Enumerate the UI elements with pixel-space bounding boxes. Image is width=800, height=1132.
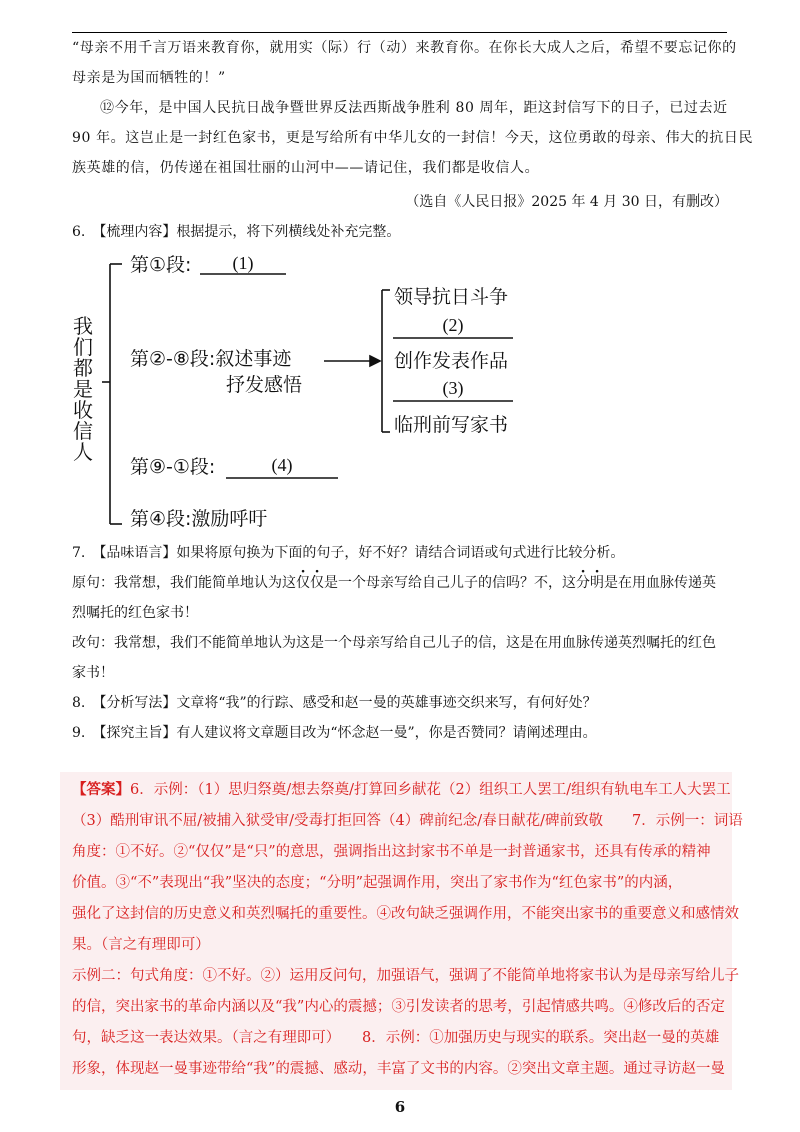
answer-line-9: 句，缺乏这一表达效果。（言之有理即可） 8．示例：①加强历史与现实的联系。突出赵一曼的英雄 [72, 1030, 720, 1046]
answer-line-5: 强化了这封信的历史意义和英烈嘱托的重要性。④改句缺乏强调作用，不能突出家书的重要意义和感情效 [72, 906, 739, 922]
passage-line-2: 母亲是为国而牺牲的！” [72, 70, 226, 86]
q7-modified-line-2: 家书！ [72, 665, 114, 681]
answer-line-3: 角度：①不好。②“仅仅”是“只”的意思，强调指出这封家书不单是一封普通家书，还具有传承的精神 [72, 844, 711, 860]
page-number: 6 [394, 1098, 406, 1116]
answer-line-7: 示例二：句式角度：①不好。②）运用反问句，加强语气，强调了不能简单地将家书认为是母亲写给儿子 [72, 968, 739, 984]
blank-2: (2) [442, 315, 464, 335]
diagram-root-label: 我们都是收信人 [73, 314, 93, 464]
q7-orig-part-b: 是一个母亲写给自己儿子的信吗？不，这 [324, 575, 576, 591]
q7-original-line-1 [72, 573, 732, 593]
top-rule [72, 32, 727, 33]
q7-orig-part-c: 是在用血脉传递英 [604, 575, 716, 591]
emphasis-char: 分 [576, 575, 590, 591]
answer-line-6: 果。（言之有理即可） [72, 937, 210, 953]
emphasis-char: 明 [590, 575, 604, 591]
answer-line-2: （3）酷刑审讯不屈/被捕入狱受审/受毒打拒回答（4）碑前纪念/春日献花/碑前致敬 7．示例一：词语 [72, 813, 743, 829]
seg4-label: 第④段:激励呼吁 [130, 508, 268, 530]
seg3-label: 第⑨-①段: [130, 456, 216, 478]
structure-diagram [60, 248, 580, 538]
q7-original-line-2: 烈嘱托的红色家书！ [72, 605, 198, 621]
answer-line-8: 的信，突出家书的革命内涵以及“我”内心的震撼；③引发读者的思考，引起情感共鸣。④修改后的否定 [72, 999, 725, 1015]
blank-4: (4) [271, 455, 293, 475]
sub-item-1: 领导抗日斗争 [394, 286, 509, 308]
answer-text: 6．示例：（1）思归祭奠/想去祭奠/打算回乡献花（2）组织工人罢工/组织有轨电车工人大罢工 [130, 782, 731, 798]
blank-3: (3) [442, 378, 464, 398]
question-6: 6. 【梳理内容】根据提示，将下列横线处补充完整。 [72, 224, 401, 240]
seg1-label: 第①段: [130, 254, 192, 276]
blank-1: (1) [232, 253, 254, 273]
question-9: 9. 【探究主旨】有人建议将文章题目改为“怀念赵一曼”，你是否赞同？请阐述理由。 [72, 725, 597, 741]
sub-item-2: 创作发表作品 [394, 350, 509, 372]
answer-line-10: 形象，体现赵一曼事迹带给“我”的震撼、感动，丰富了文书的内容。②突出文章主题。通过寻访赵一曼 [72, 1061, 725, 1077]
emphasis-char: 仅 [310, 575, 324, 591]
arrow-head [370, 356, 380, 366]
answer-tag: 【答案】 [72, 781, 130, 798]
q7-orig-part-a: 原句：我常想，我们能简单地认为这 [72, 575, 296, 591]
passage-line-3: ⑫今年，是中国人民抗日战争暨世界反法西斯战争胜利 80 周年，距这封信写下的日子，已过去近 [100, 100, 728, 116]
question-8: 8. 【分析写法】文章将“我”的行踪、感受和赵一曼的英雄事迹交织来写，有何好处？ [72, 695, 597, 711]
passage-line-1: “母亲不用千言万语来教育你，就用实（际）行（动）来教育你。在你长大成人之后，希望不要忘记你的 [72, 40, 737, 56]
answer-line-4: 价值。③“不”表现出“我”坚决的态度；“分明”起强调作用，突出了家书作为“红色家书”的内涵， [72, 875, 683, 891]
sub-item-3: 临刑前写家书 [394, 414, 509, 436]
emphasis-char: 仅 [296, 575, 310, 591]
q7-modified-line-1: 改句：我常想，我们不能简单地认为这是一个母亲写给自己儿子的信，这是在用血脉传递英烈嘱托的红色 [72, 635, 716, 651]
answer-line-1 [72, 780, 731, 800]
passage-line-5: 族英雄的信，仍传递在祖国壮丽的山河中——请记住，我们都是收信人。 [72, 160, 540, 176]
seg2-label: 第②-⑧段:叙述事迹 [130, 348, 292, 370]
passage-line-4: 90 年。这岂止是一封红色家书，更是写给所有中华儿女的一封信！今天，这位勇敢的母亲、伟大的抗日民 [72, 130, 754, 146]
passage-source: （选自《人民日报》2025 年 4 月 30 日，有删改） [405, 194, 728, 210]
seg2-label-2: 抒发感悟 [226, 374, 303, 396]
question-7: 7. 【品味语言】如果将原句换为下面的句子，好不好？请结合词语或句式进行比较分析。 [72, 545, 625, 561]
